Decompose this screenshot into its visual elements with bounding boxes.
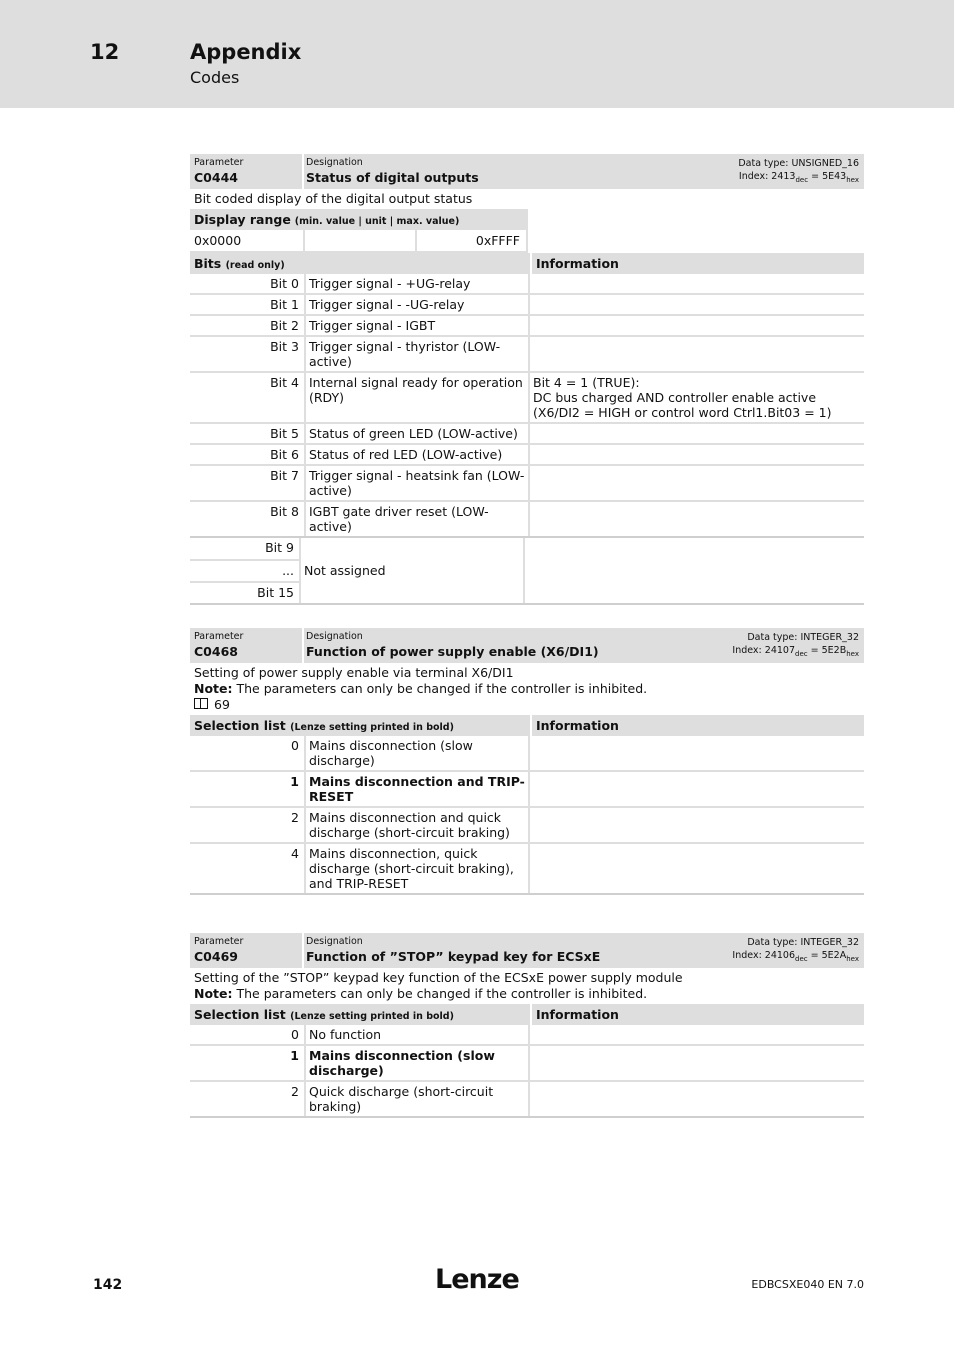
row-key: Bit 4 [190,373,306,422]
bits-header: Bits (read only) Information [190,253,864,274]
row-key: Bit 5 [190,424,306,443]
row-key: Bit 1 [190,295,306,314]
row-text: Status of green LED (LOW-active) [306,424,530,443]
page-reference[interactable]: 69 [194,697,860,713]
selection-row [190,844,864,895]
row-text: Trigger signal - IGBT [306,316,530,335]
bit-row [190,502,864,538]
row-key: 1 [190,1046,306,1080]
row-key: Bit 3 [190,337,306,371]
chapter-number: 12 [90,40,120,64]
row-text: Quick discharge (short-circuit braking) [306,1082,530,1116]
row-info [530,316,864,335]
not-assigned: Not assigned [301,538,525,603]
row-text: IGBT gate driver reset (LOW-active) [306,502,530,536]
param-code: C0468 [194,644,238,659]
selection-row [190,1046,864,1082]
param-code: C0444 [194,170,238,185]
row-text: Trigger signal - thyristor (LOW-active) [306,337,530,371]
row-info [530,844,864,893]
row-key: Bit 6 [190,445,306,464]
row-key: 0 [190,736,306,770]
row-text: Trigger signal - heatsink fan (LOW-active) [306,466,530,500]
row-text: Trigger signal - +UG-relay [306,274,530,293]
range-max: 0xFFFF [475,233,520,248]
selection-row [190,808,864,844]
row-key: Bit 8 [190,502,306,536]
bit-row [190,373,864,424]
selection-header: Selection list (Lenze setting printed in bold) Information [190,1004,864,1025]
page-number: 142 [93,1277,123,1293]
selection-header: Selection list (Lenze setting printed in bold) Information [190,715,864,736]
code-block-c0469 [190,933,864,1118]
range-unit [305,230,417,251]
designation: Function of ”STOP” keypad key for ECSxE [306,949,601,964]
bit-row [190,466,864,502]
row-info [530,445,864,464]
designation-label: Designation [306,157,363,168]
bit-row [190,295,864,316]
display-range-row [190,230,526,253]
row-key: 4 [190,844,306,893]
row-info: Bit 4 = 1 (TRUE): DC bus charged AND controller enable active (X6/DI2 = HIGH or control word Ctrl1.Bit03 = 1) [533,375,832,420]
row-text: Mains disconnection (slow discharge) [306,1046,530,1080]
row-info [530,502,864,536]
row-key: Bit 7 [190,466,306,500]
row-key: 0 [190,1025,306,1044]
description: Bit coded display of the digital output status [194,191,473,206]
data-type: Data type: UNSIGNED_16 [738,158,859,169]
unassigned-bits-row: Bit 9 ... Bit 15 Not assigned [190,538,864,605]
selection-row [190,736,864,772]
designation: Function of power supply enable (X6/DI1) [306,644,599,659]
row-text: Trigger signal - -UG-relay [306,295,530,314]
row-text: Mains disconnection (slow discharge) [306,736,530,770]
param-code: C0469 [194,949,238,964]
lenze-logo: Lenze [435,1264,519,1295]
row-text: Mains disconnection and quick discharge (short-circuit braking) [306,808,530,842]
selection-row [190,1082,864,1118]
bit-row [190,424,864,445]
row-text: Status of red LED (LOW-active) [306,445,530,464]
row-info [530,736,864,770]
row-text: Internal signal ready for operation (RDY) [306,373,530,422]
selection-row [190,772,864,808]
row-info [530,808,864,842]
code-header: Parameter C0469 Designation Function of ”STOP” keypad key for ECSxE Data type: INTEGER_32 Index: $24106_{dec} = 5E2A_{hex}$ [190,933,864,968]
bit-row [190,316,864,337]
row-key: 2 [190,808,306,842]
row-key: Bit 0 [190,274,306,293]
row-text: Mains disconnection, quick discharge (short-circuit braking), and TRIP-RESET [306,844,530,893]
row-info [530,1046,864,1080]
row-info [530,274,864,293]
selection-row [190,1025,864,1046]
index: Index: $2413_{dec} = 5E43_{hex}$ [738,171,859,184]
row-info [530,337,864,371]
description: Setting of the ”STOP” keypad key function of the ECSxE power supply module Note: The parameters can only be changed if the controller is inhibited. [194,970,683,1001]
row-key: 2 [190,1082,306,1116]
section-title: Codes [190,68,240,87]
row-info [530,424,864,443]
bit-row [190,337,864,373]
row-info [530,772,864,806]
row-text: No function [306,1025,530,1044]
chapter-title: Appendix [190,40,302,64]
book-icon [194,698,208,709]
header-band [0,0,954,108]
row-info [530,295,864,314]
code-header: Parameter C0468 Designation Function of power supply enable (X6/DI1) Data type: INTEGER_32 Index: $24107_{dec} = 5E2B_{hex}$ [190,628,864,663]
code-block-c0468 [190,628,864,895]
document-id: EDBCSXE040 EN 7.0 [751,1278,864,1291]
code-block-c0444 [190,154,864,605]
row-info [530,1025,864,1044]
bit-row [190,445,864,466]
row-info [530,1082,864,1116]
row-info [530,466,864,500]
designation: Status of digital outputs [306,170,479,185]
display-range-header: Display range (min. value | unit | max. value) [190,209,526,230]
param-label: Parameter [194,157,244,168]
range-min: 0x0000 [190,230,305,251]
row-key: Bit 2 [190,316,306,335]
row-text: Mains disconnection and TRIP-RESET [306,772,530,806]
description: Setting of power supply enable via terminal X6/DI1 Note: The parameters can only be changed if the controller is inhibited. 69 [190,663,864,715]
row-key: 1 [190,772,306,806]
code-header [190,154,864,189]
bit-row [190,274,864,295]
